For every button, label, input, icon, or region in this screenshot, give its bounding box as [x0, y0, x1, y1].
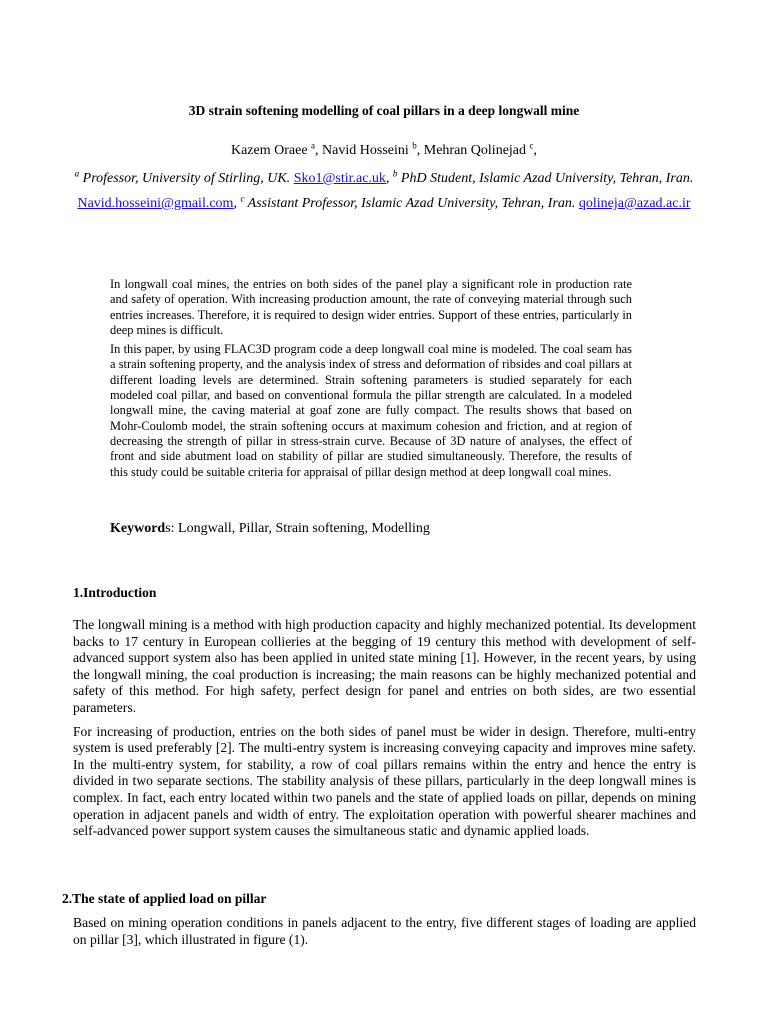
section-1-paragraph-2: For increasing of production, entries on the both sides of panel must be wider in design. Therefore, multi-entry system is used preferably [2]. The multi-entry system is increasing conveying capacity and improves mine safety. In the multi-entry system, for stability, a row of coal pillars remains within the entry and hence the entry is divided in two separate sections. The stability analysis of these pillars, particularly in the deep longwall mines is complex. In fact, each entry located within two panels and the state of applied loads on pillar, depends on mining operation in adjacent panels and width of entry. The exploitation operation with powerful shearer machines and self-advanced power support system causes the simultaneous static and dynamic applied loads. — [73, 723, 696, 839]
author-1: Kazem Oraee — [230, 143, 308, 158]
paper-title: 3D strain softening modelling of coal pillars in a deep longwall mine — [188, 103, 580, 118]
affil-a-text: Professor, University of Stirling, UK. — [79, 171, 294, 186]
author-3-sup: c — [529, 140, 534, 151]
email-link-oraee[interactable]: Sko1@stir.ac.uk — [293, 171, 386, 186]
section-1-paragraph-1: The longwall mining is a method with high production capacity and highly mechanized potential. Its development backs to 17 century in European collieries at the begging of 19 century this method with development of self-advanced support system also has been applied in united state mining [1]. However, in the recent years, by using the longwall mining, the coal production is increasing; the main reasons can be highly mechanized potential and safety of this method. For high safety, perfect design for panel and entries on both sides, are two essential parameters. — [73, 617, 696, 715]
section-1-body — [73, 617, 696, 847]
affil-b-sep: , — [385, 171, 393, 186]
affil-a-sup: a — [74, 168, 80, 179]
author-2: , Navid Hosseini — [315, 143, 409, 158]
author-2-sup: b — [412, 140, 417, 151]
section-2-paragraph-1: Based on mining operation conditions in panels adjacent to the entry, five different stages of loading are applied on pillar [3], which illustrated in figure (1). — [73, 915, 696, 947]
affil-b-sup: b — [392, 168, 398, 179]
abstract-paragraph-1: In longwall coal mines, the entries on both sides of the panel play a significant role in production rate and safety of operation. With increasing production amount, the rate of conveying material through such entries increases. Therefore, it is required to design wider entries. Support of these entries, particularly in deep mines is difficult. — [110, 277, 632, 337]
author-list — [0, 140, 768, 159]
section-2-body — [73, 915, 696, 955]
keywords-text: : Longwall, Pillar, Strain softening, Modelling — [170, 521, 430, 536]
affiliations — [72, 166, 696, 216]
keywords-label: Keyword — [110, 521, 166, 536]
keywords-label-suffix: s — [165, 521, 171, 536]
email-link-qolinejad[interactable]: qolineja@azad.ac.ir — [578, 196, 691, 211]
abstract — [110, 277, 632, 484]
email-link-hosseini[interactable]: Navid.hosseini@gmail.com — [77, 196, 234, 211]
author-1-sup: a — [311, 140, 316, 151]
affil-b-text: PhD Student, Islamic Azad University, Tehran, Iran. — [397, 171, 694, 186]
affil-c-sup: c — [240, 193, 245, 204]
author-3: , Mehran Qolinejad — [416, 143, 527, 158]
section-1-heading: 1.Introduction — [73, 585, 157, 600]
abstract-paragraph-2: In this paper, by using FLAC3D program code a deep longwall coal mine is modeled. The coal seam has a strain softening property, and the analysis index of stress and deformation of ribsides and coal pillars at different loading levels are determined. Strain softening parameters is studied separately for each modeled coal pillar, and based on conventional formula the pillar strength are calculated. In a modeled longwall mine, the caving material at goaf zone are fully compact. The results shows that based on Mohr-Coulomb model, the strain softening occurs at maximum cohesion and friction, and at region of decreasing the strength of pillar in stress-strain curve. Because of 3D nature of analyses, the effect of front and side abutment load on stability of pillar are studied simultaneously. Therefore, the results of this study could be suitable criteria for appraisal of pillar design method at deep longwall coal mines. — [110, 342, 632, 479]
keywords — [110, 521, 632, 537]
affil-c-sep: , — [233, 196, 241, 211]
author-list-tail: , — [533, 143, 538, 158]
section-2-heading: 2.The state of applied load on pillar — [62, 891, 267, 906]
affil-c-text: Assistant Professor, Islamic Azad University, Tehran, Iran. — [244, 196, 579, 211]
